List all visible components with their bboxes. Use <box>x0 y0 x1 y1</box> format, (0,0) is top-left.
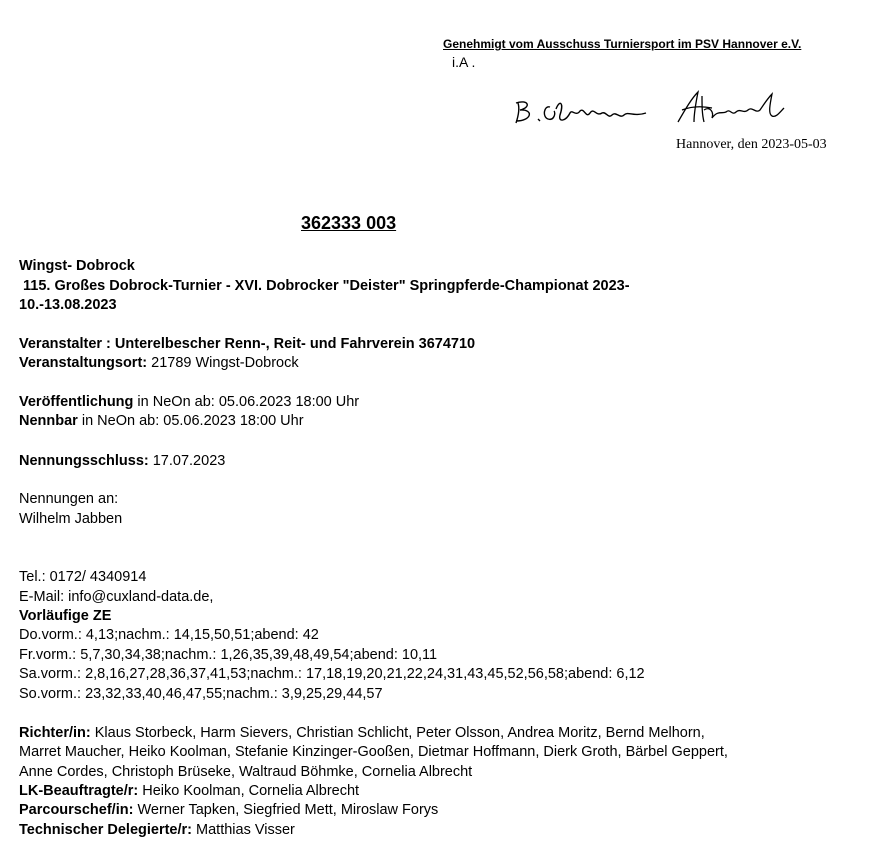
contact-name: Wilhelm Jabben <box>19 511 123 527</box>
approval-note: Genehmigt vom Ausschuss Turniersport im PSV Hannover e.V. <box>443 37 802 51</box>
place-date: Hannover, den 2023-05-03 <box>676 137 827 152</box>
lk-officer-label: LK-Beauftragte/r: <box>19 783 139 799</box>
judges-line-3: Anne Cordes, Christoph Brüseke, Waltraud Böhmke, Cornelia Albrecht <box>19 764 473 780</box>
judges-label: Richter/in: <box>19 725 91 741</box>
schedule-friday: Fr.vorm.: 5,7,30,34,38;nachm.: 1,26,35,39,48,49,54;abend: 10,11 <box>19 647 438 663</box>
lk-officer-value: Heiko Koolman, Cornelia Albrecht <box>138 783 360 799</box>
entries-open <box>19 412 304 432</box>
schedule-thursday: Do.vorm.: 4,13;nachm.: 14,15,50,51;abend: 42 <box>19 627 319 643</box>
publication-value: in NeOn ab: 05.06.2023 18:00 Uhr <box>133 394 360 410</box>
lk-officer <box>19 782 359 802</box>
entry-deadline <box>19 452 225 472</box>
contact-phone: Tel.: 0172/ 4340914 <box>19 569 147 585</box>
course-designer-label: Parcourschef/in: <box>19 802 134 818</box>
entries-open-label: Nennbar <box>19 413 78 429</box>
schedule-saturday: Sa.vorm.: 2,8,16,27,28,36,37,41,53;nachm.: 17,18,19,20,21,22,24,31,43,45,52,56,58;abend: 6,12 <box>19 666 645 682</box>
judges <box>19 724 705 744</box>
entry-deadline-value: 17.07.2023 <box>148 453 226 469</box>
venue-label: Veranstaltungsort: <box>19 355 148 371</box>
publication <box>19 393 359 413</box>
organizer: Veranstalter : Unterelbescher Renn-, Reit- und Fahrverein 3674710 <box>19 336 476 352</box>
venue-value: 21789 Wingst-Dobrock <box>147 355 299 371</box>
technical-delegate-label: Technischer Delegierte/r: <box>19 822 192 838</box>
contact-email: E-Mail: info@cuxland-data.de, <box>19 589 214 605</box>
event-title: 115. Großes Dobrock-Turnier - XVI. Dobrocker "Deister" Springpferde-Championat 2023- <box>19 278 630 294</box>
publication-label: Veröffentlichung <box>19 394 134 410</box>
schedule-sunday: So.vorm.: 23,32,33,40,46,47,55;nachm.: 3,9,25,29,44,57 <box>19 686 383 702</box>
judges-line-2: Marret Maucher, Heiko Koolman, Stefanie Kinzinger-Gooßen, Dietmar Hoffmann, Dierk Groth, Bärbel Geppert, <box>19 744 728 760</box>
schedule-label: Vorläufige ZE <box>19 608 112 624</box>
document-number: 362333 003 <box>301 213 397 233</box>
entry-deadline-label: Nennungsschluss: <box>19 453 149 469</box>
technical-delegate <box>19 821 295 841</box>
signature-image-2 <box>672 88 787 128</box>
venue <box>19 354 299 374</box>
course-designer-value: Werner Tapken, Siegfried Mett, Miroslaw Forys <box>133 802 439 818</box>
entries-to: Nennungen an: <box>19 491 119 507</box>
technical-delegate-value: Matthias Visser <box>192 822 295 838</box>
judges-line-1: Klaus Storbeck, Harm Sievers, Christian Schlicht, Peter Olsson, Andrea Moritz, Bernd Melhorn, <box>90 725 705 741</box>
ia-note: i.A . <box>452 54 476 70</box>
event-dates: 10.-13.08.2023 <box>19 297 117 313</box>
signature-image-1 <box>510 95 650 130</box>
entries-open-value: in NeOn ab: 05.06.2023 18:00 Uhr <box>77 413 304 429</box>
event-location-title: Wingst- Dobrock <box>19 258 135 274</box>
course-designer <box>19 801 438 821</box>
